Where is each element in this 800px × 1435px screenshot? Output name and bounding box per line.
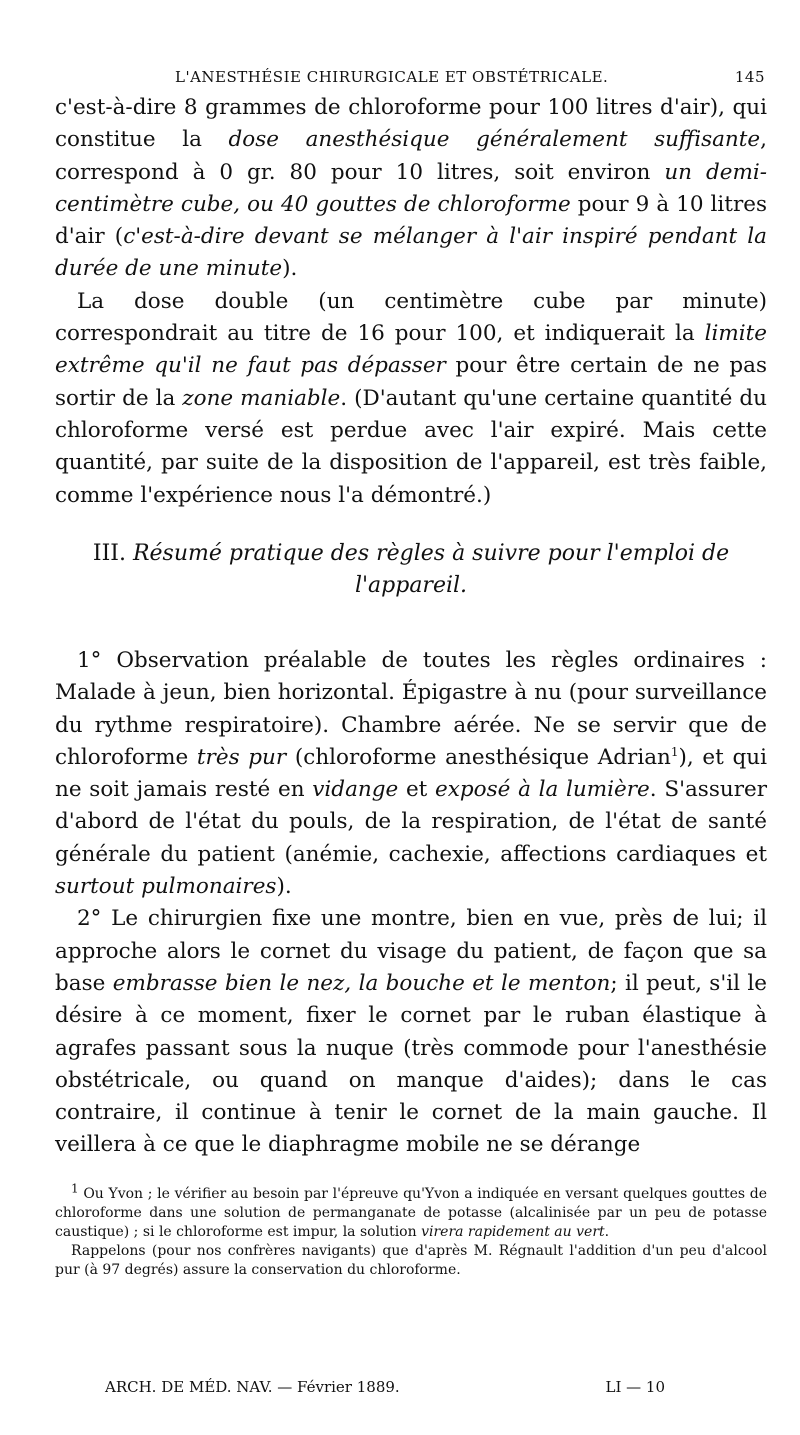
- section-number: III.: [92, 541, 133, 566]
- paragraph-1: c'est-à-dire 8 grammes de chloroforme pour 100 litres d'air), qui constitue la dose anesthésique généralement suffisante, correspond à 0 gr. 80 pour 10 litres, soit environ un demi-centimètre cube, ou 40 gouttes de chloroforme pour 9 à 10 litres d'air (c'est-à-dire devant se mélanger à l'air inspiré pendant la durée de une minute).: [55, 95, 767, 282]
- footnote-1: $^1$ Ou Yvon ; le vérifier au besoin par l'épreuve qu'Yvon a indiquée en versant quelques gouttes de chloroforme dans une solution de permanganate de potasse (alcalinisée par un peu de potasse caustique) ; si le chloroforme est impur, la solution virera rapidement au vert.: [55, 1181, 767, 1240]
- paragraph-2: La dose double (un centimètre cube par minute) correspondrait au titre de 16 pour 100, et indiquerait la limite extrême qu'il ne faut pas dépasser pour être certain de ne pas sortir de la zone maniable. (D'autant qu'une certaine quantité du chloroforme versé est perdue avec l'air expiré. Mais cette quantité, par suite de la disposition de l'appareil, est très faible, comme l'expérience nous l'a démontré.): [55, 288, 768, 508]
- footnote-2: Rappelons (pour nos confrères navigants) que d'après M. Régnault l'addition d'un peu d'alcool pur (à 97 degrés) assure la conservation du chloroforme.: [55, 1243, 767, 1278]
- footnotes: [55, 1181, 767, 1280]
- signature-mark: LI — 10: [605, 1378, 665, 1396]
- page-number: 145: [734, 68, 765, 86]
- footnote-mark: 1: [71, 1181, 79, 1196]
- journal-citation: ARCH. DE MÉD. NAV. — Février 1889.: [105, 1378, 400, 1396]
- main-text-top: [55, 92, 767, 512]
- section-heading: [55, 538, 767, 602]
- paragraph-3: 1° Observation préalable de toutes les règles ordinaires : Malade à jeun, bien horizontal. Épigastre à nu (pour surveillance du rythme respiratoire). Chambre aérée. Ne se servir que de chloroforme très pur (chloroforme anesthésique Adrian$^1$), et qui ne soit jamais resté en vidange et exposé à la lumière. S'assurer d'abord de l'état du pouls, de la respiration, de l'état de santé générale du patient (anémie, cachexie, affections cardiaques et surtout pulmonaires).: [55, 648, 767, 900]
- footnote-ref: 1: [670, 744, 679, 759]
- paragraph-4: 2° Le chirurgien fixe une montre, bien en vue, près de lui; il approche alors le cornet du visage du patient, de façon que sa base embrasse bien le nez, la bouche et le menton; il peut, s'il le désire à ce moment, fixer le cornet par le ruban élastique à agrafes passant sous la nuque (très commode pour l'anesthésie obstétricale, ou quand on manque d'aides); dans le cas contraire, il continue à tenir le cornet de la main gauche. Il veillera à ce que le diaphragme mobile ne se dérange: [55, 906, 767, 1158]
- section-title: Résumé pratique des règles à suivre pour l'emploi de l'appareil.: [132, 541, 730, 598]
- main-text-bottom: [55, 645, 767, 1162]
- running-title: L'ANESTHÉSIE CHIRURGICALE ET OBSTÉTRICALE.: [175, 68, 609, 86]
